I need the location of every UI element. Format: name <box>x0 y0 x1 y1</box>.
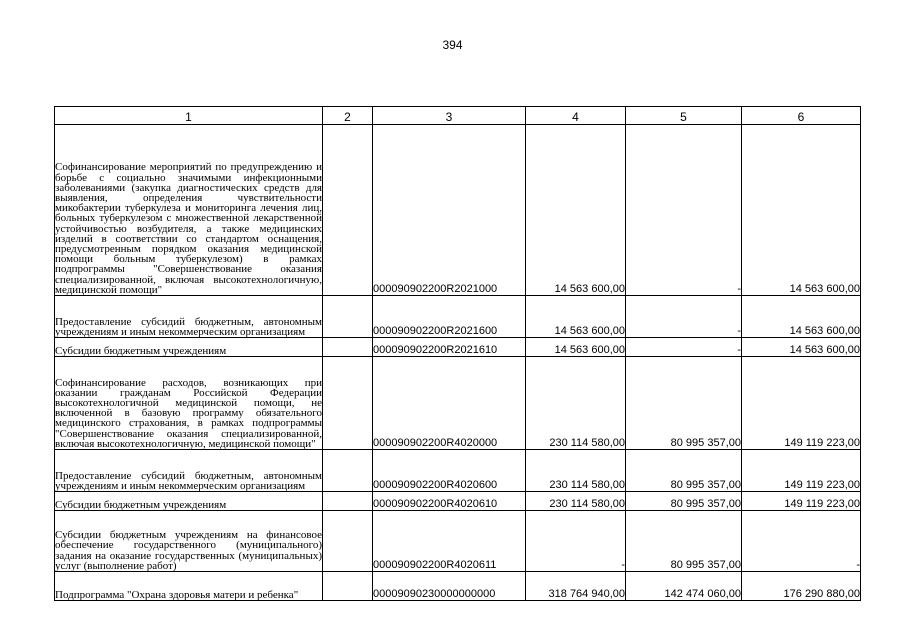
row-code: 00009090230000000000 <box>373 572 526 601</box>
row-description: Софинансирование мероприятий по предупреждению и борьбе с социально значимыми инфекционными заболеваниями (закупка диагностических средств для выявления, определения чувствительности микобактерии туберкулеза и мониторинга лечения лиц, больных туберкулезом с множественной лекарственной устойчивостью возбудителя, а также медицинских изделий в соответствии со стандартом оснащения, предусмотренным порядком оказания медицинской помощи больным туберкулезом) в рамках подпрограммы "Совершенствование оказания специализированной, включая высокотехнологичную, медицинской помощи" <box>55 125 323 296</box>
row-col4: 230 114 580,00 <box>526 492 626 511</box>
row-col6: 14 563 600,00 <box>742 125 861 296</box>
row-code: 000090902200R2021610 <box>373 338 526 357</box>
row-code: 000090902200R2021000 <box>373 125 526 296</box>
column-header: 5 <box>626 107 742 125</box>
row-col6: 149 119 223,00 <box>742 450 861 492</box>
row-col5: 142 474 060,00 <box>626 572 742 601</box>
row-col2 <box>323 450 373 492</box>
table-row <box>55 572 861 601</box>
table-row <box>55 296 861 338</box>
row-description: Предоставление субсидий бюджетным, автономным учреждениям и иным некоммерческим организациям <box>55 450 323 492</box>
row-code: 000090902200R2021600 <box>373 296 526 338</box>
page-number: 394 <box>442 38 463 52</box>
table-row <box>55 450 861 492</box>
row-description: Субсидии бюджетным учреждениям <box>55 492 323 511</box>
row-col6: 14 563 600,00 <box>742 338 861 357</box>
column-header: 3 <box>373 107 526 125</box>
row-description: Субсидии бюджетным учреждениям <box>55 338 323 357</box>
row-col4: 230 114 580,00 <box>526 450 626 492</box>
table-header-row <box>55 107 861 125</box>
row-col4: 14 563 600,00 <box>526 125 626 296</box>
column-header: 1 <box>55 107 323 125</box>
table-row <box>55 492 861 511</box>
table-row <box>55 357 861 450</box>
table-row <box>55 511 861 572</box>
row-col2 <box>323 125 373 296</box>
row-col2 <box>323 296 373 338</box>
row-col5: 80 995 357,00 <box>626 511 742 572</box>
row-col2 <box>323 492 373 511</box>
row-col2 <box>323 338 373 357</box>
table-row <box>55 338 861 357</box>
row-col6: 176 290 880,00 <box>742 572 861 601</box>
row-col6: 14 563 600,00 <box>742 296 861 338</box>
row-code: 000090902200R4020600 <box>373 450 526 492</box>
column-header: 4 <box>526 107 626 125</box>
row-col5: - <box>626 125 742 296</box>
row-col2 <box>323 357 373 450</box>
row-col4: - <box>526 511 626 572</box>
row-description: Подпрограмма "Охрана здоровья матери и ребенка" <box>55 572 323 601</box>
column-header: 2 <box>323 107 373 125</box>
row-col4: 318 764 940,00 <box>526 572 626 601</box>
row-col5: 80 995 357,00 <box>626 492 742 511</box>
row-col6: 149 119 223,00 <box>742 357 861 450</box>
row-col5: - <box>626 296 742 338</box>
row-col6: - <box>742 511 861 572</box>
table-row <box>55 125 861 296</box>
row-col5: 80 995 357,00 <box>626 357 742 450</box>
row-col4: 230 114 580,00 <box>526 357 626 450</box>
row-col5: - <box>626 338 742 357</box>
row-code: 000090902200R4020610 <box>373 492 526 511</box>
row-description: Софинансирование расходов, возникающих при оказании гражданам Российской Федерации высокотехнологичной медицинской помощи, не включенной в базовую программу обязательного медицинского страхования, в рамках подпрограммы "Совершенствование оказания специализированной, включая высокотехнологичную, медицинской помощи" <box>55 357 323 450</box>
row-description: Предоставление субсидий бюджетным, автономным учреждениям и иным некоммерческим организациям <box>55 296 323 338</box>
row-col4: 14 563 600,00 <box>526 296 626 338</box>
row-col2 <box>323 511 373 572</box>
row-code: 000090902200R4020611 <box>373 511 526 572</box>
row-col4: 14 563 600,00 <box>526 338 626 357</box>
row-col5: 80 995 357,00 <box>626 450 742 492</box>
budget-table <box>54 106 861 601</box>
row-col2 <box>323 572 373 601</box>
column-header: 6 <box>742 107 861 125</box>
row-description: Субсидии бюджетным учреждениям на финансовое обеспечение государственного (муниципального) задания на оказание государственных (муниципальных) услуг (выполнение работ) <box>55 511 323 572</box>
row-code: 000090902200R4020000 <box>373 357 526 450</box>
row-col6: 149 119 223,00 <box>742 492 861 511</box>
